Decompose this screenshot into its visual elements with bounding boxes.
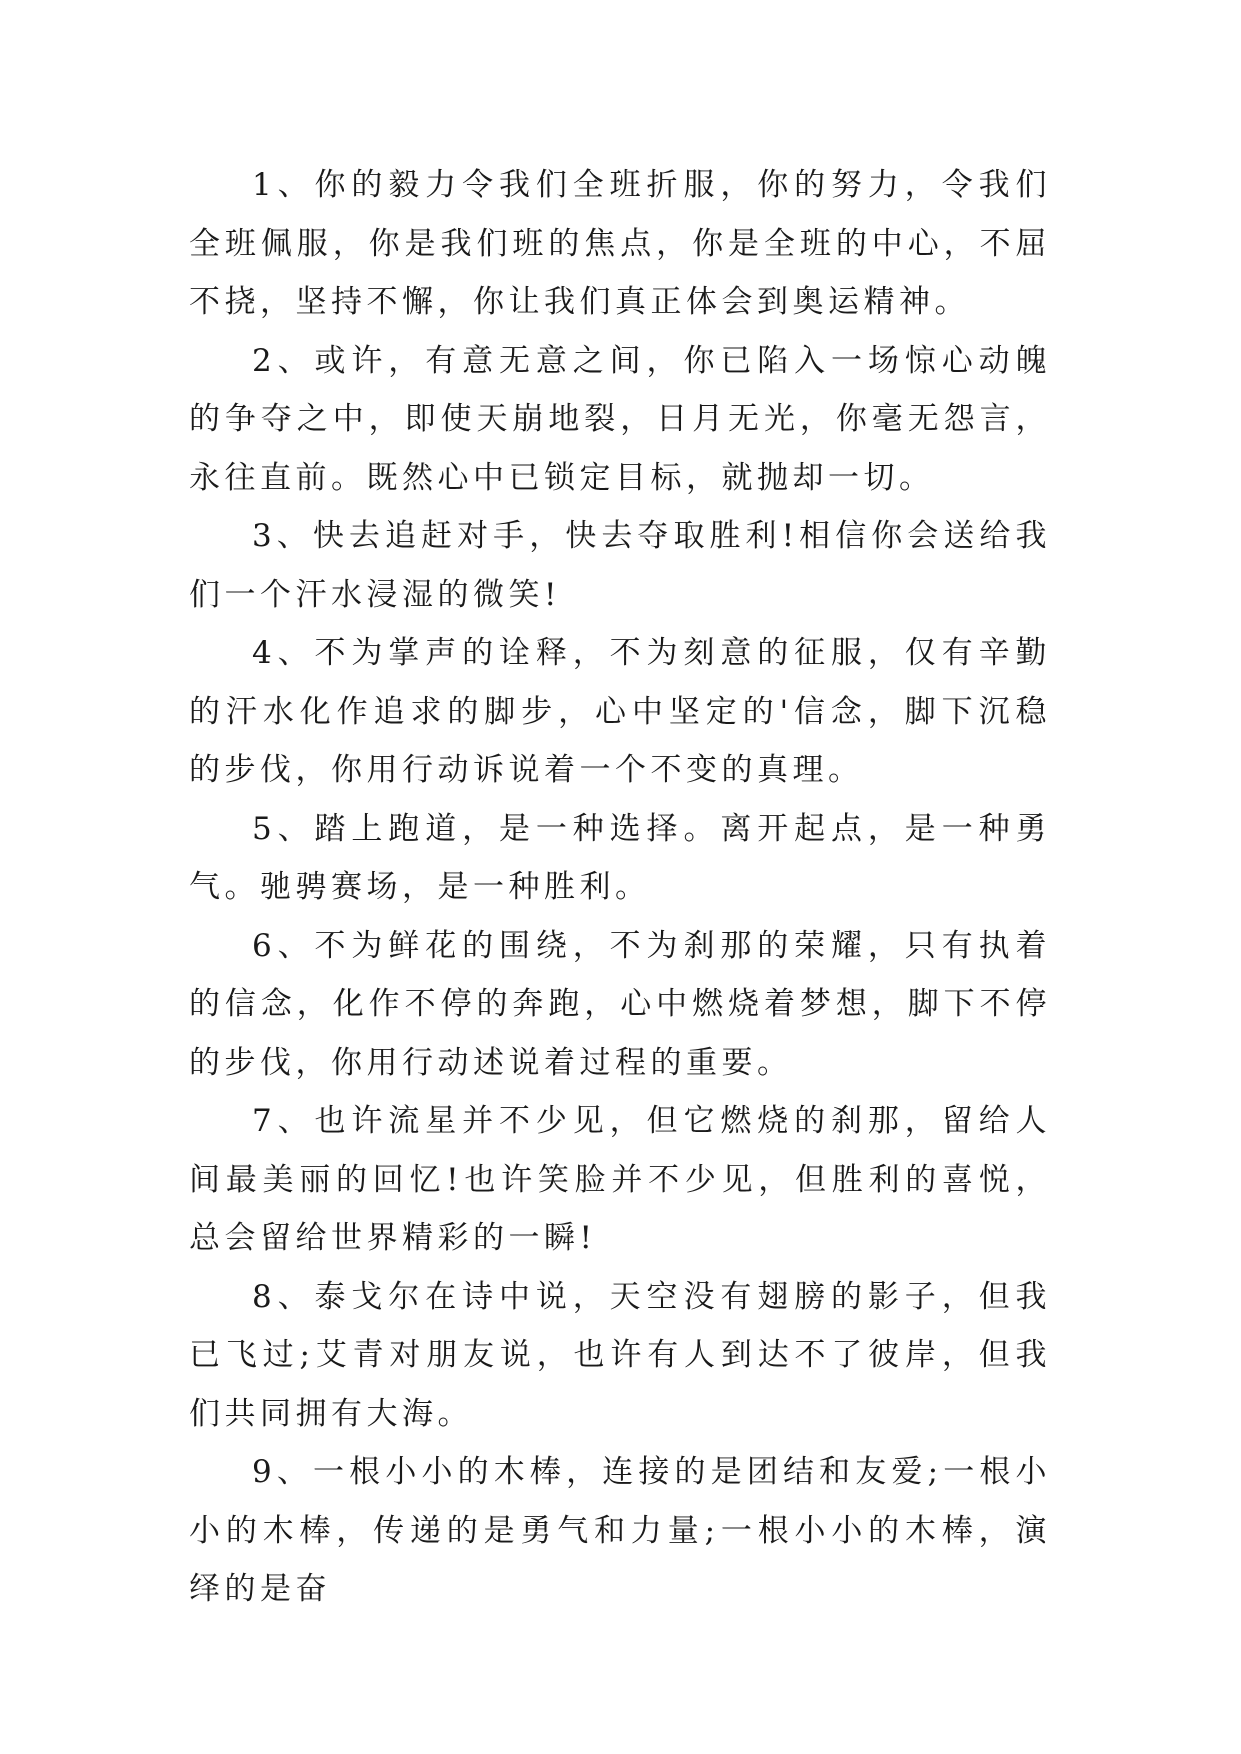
paragraph-1: 1、你的毅力令我们全班折服，你的努力，令我们全班佩服，你是我们班的焦点，你是全班的中心，不屈不挠，坚持不懈，你让我们真正体会到奥运精神。 [189,167,1051,320]
paragraph-9: 9、一根小小的木棒，连接的是团结和友爱;一根小小的木棒，传递的是勇气和力量;一根小小的木棒，演绎的是奋 [189,1454,1051,1607]
paragraph-7: 7、也许流星并不少见，但它燃烧的刹那，留给人间最美丽的回忆!也许笑脸并不少见，但胜利的喜悦，总会留给世界精彩的一瞬! [189,1103,1051,1256]
paragraph-4: 4、不为掌声的诠释，不为刻意的征服，仅有辛勤的汗水化作追求的脚步，心中坚定的'信念，脚下沉稳的步伐，你用行动诉说着一个不变的真理。 [189,635,1051,788]
paragraph-8: 8、泰戈尔在诗中说，天空没有翅膀的影子，但我已飞过;艾青对朋友说，也许有人到达不了彼岸，但我们共同拥有大海。 [189,1278,1051,1432]
paragraph-6: 6、不为鲜花的围绕，不为刹那的荣耀，只有执着的信念，化作不停的奔跑，心中燃烧着梦想，脚下不停的步伐，你用行动述说着过程的重要。 [189,927,1051,1081]
paragraph-3: 3、快去追赶对手，快去夺取胜利!相信你会送给我们一个汗水浸湿的微笑! [189,518,1051,613]
document-body [189,156,1051,1619]
paragraph-2: 2、或许，有意无意之间，你已陷入一场惊心动魄的争夺之中，即使天崩地裂，日月无光，你毫无怨言，永往直前。既然心中已锁定目标，就抛却一切。 [189,342,1051,496]
paragraph-5: 5、踏上跑道，是一种选择。离开起点，是一种勇气。驰骋赛场，是一种胜利。 [189,810,1051,905]
